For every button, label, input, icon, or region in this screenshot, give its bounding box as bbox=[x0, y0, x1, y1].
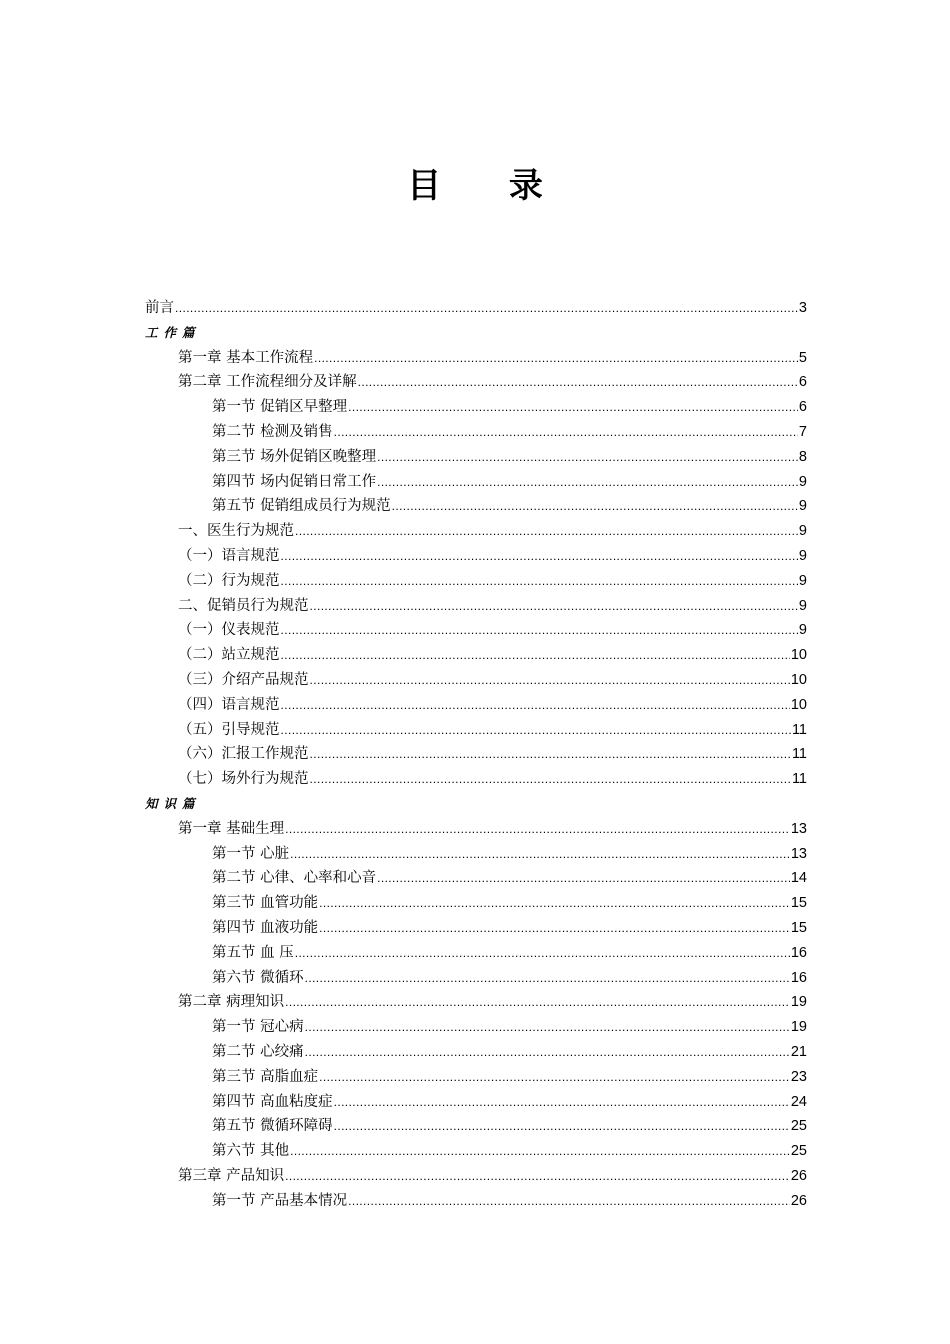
toc-dot-leader bbox=[348, 395, 798, 420]
toc-entry[interactable] bbox=[145, 395, 807, 420]
toc-entry[interactable] bbox=[145, 569, 807, 594]
toc-entry[interactable] bbox=[145, 618, 807, 643]
toc-page-number: 10 bbox=[790, 696, 807, 713]
toc-dot-leader bbox=[305, 1040, 790, 1065]
toc-entry[interactable] bbox=[145, 544, 807, 569]
toc-dot-leader bbox=[175, 296, 798, 321]
toc-entry[interactable] bbox=[145, 990, 807, 1015]
toc-entry[interactable] bbox=[145, 866, 807, 891]
toc-page-number: 11 bbox=[791, 771, 807, 788]
toc-page-number: 24 bbox=[790, 1093, 807, 1110]
toc-dot-leader bbox=[285, 990, 790, 1015]
toc-dot-leader bbox=[377, 866, 790, 891]
toc-page-number: 16 bbox=[790, 969, 807, 986]
toc-entry-title: （三）介绍产品规范 bbox=[178, 671, 309, 688]
toc-dot-leader bbox=[310, 594, 798, 619]
toc-page-number: 19 bbox=[790, 1019, 807, 1036]
toc-entry[interactable] bbox=[145, 1065, 807, 1090]
toc-entry-title: 知识篇 bbox=[145, 795, 201, 811]
toc-entry-title: 第六节 微循环 bbox=[212, 969, 304, 986]
toc-entry-title: （四）语言规范 bbox=[178, 696, 280, 713]
toc-entry[interactable] bbox=[145, 668, 807, 693]
toc-page-number: 11 bbox=[791, 746, 807, 763]
toc-dot-leader bbox=[377, 470, 798, 495]
toc-entry-title: 第四节 高血粘度症 bbox=[212, 1093, 333, 1110]
toc-page-number: 9 bbox=[798, 597, 807, 614]
toc-dot-leader bbox=[295, 519, 798, 544]
toc-page-number: 13 bbox=[790, 845, 807, 862]
toc-entry-title: （二）站立规范 bbox=[178, 647, 280, 664]
toc-entry[interactable] bbox=[145, 470, 807, 495]
toc-entry-title: 第六节 其他 bbox=[212, 1143, 290, 1160]
toc-page-number: 21 bbox=[790, 1043, 807, 1060]
toc-dot-leader bbox=[285, 817, 790, 842]
toc-entry[interactable] bbox=[145, 643, 807, 668]
toc-dot-leader bbox=[281, 544, 798, 569]
toc-entry-title: 第三节 场外促销区晚整理 bbox=[212, 448, 377, 465]
toc-entry[interactable] bbox=[145, 1164, 807, 1189]
toc-page-number: 26 bbox=[790, 1192, 807, 1209]
toc-dot-leader bbox=[285, 1164, 790, 1189]
toc-page-number: 19 bbox=[790, 994, 807, 1011]
toc-page-number: 10 bbox=[790, 647, 807, 664]
page-title: 目 录 bbox=[407, 166, 571, 206]
toc-entry[interactable] bbox=[145, 1189, 807, 1214]
toc-entry-title: 第三章 产品知识 bbox=[178, 1167, 285, 1184]
toc-entry-title: （一）语言规范 bbox=[178, 547, 280, 564]
toc-dot-leader bbox=[348, 1189, 790, 1214]
toc-entry-title: 第五节 微循环障碍 bbox=[212, 1118, 333, 1135]
toc-page-number: 9 bbox=[798, 523, 807, 540]
toc-page-number: 6 bbox=[798, 399, 807, 416]
toc-entry[interactable] bbox=[145, 296, 807, 321]
toc-entry-title: 第一节 冠心病 bbox=[212, 1019, 304, 1036]
toc-dot-leader bbox=[334, 1114, 790, 1139]
toc-entry[interactable] bbox=[145, 346, 807, 371]
toc-entry[interactable] bbox=[145, 494, 807, 519]
toc-entry[interactable] bbox=[145, 742, 807, 767]
toc-dot-leader bbox=[305, 966, 790, 991]
toc-dot-leader bbox=[319, 891, 790, 916]
toc-dot-leader bbox=[310, 742, 791, 767]
toc-entry[interactable] bbox=[145, 370, 807, 395]
toc-page-number: 8 bbox=[798, 448, 807, 465]
toc-page-number: 6 bbox=[798, 374, 807, 391]
toc-page-number: 7 bbox=[798, 423, 807, 440]
toc-dot-leader bbox=[358, 370, 798, 395]
toc-page-number: 11 bbox=[791, 721, 807, 738]
toc-page-number: 26 bbox=[790, 1167, 807, 1184]
toc-entry-title: 第三节 血管功能 bbox=[212, 895, 319, 912]
toc-dot-leader bbox=[314, 346, 798, 371]
toc-entry[interactable] bbox=[145, 693, 807, 718]
toc-page-number: 25 bbox=[790, 1143, 807, 1160]
toc-entry-title: （二）行为规范 bbox=[178, 572, 280, 589]
toc-dot-leader bbox=[281, 618, 798, 643]
toc-entry-title: （一）仪表规范 bbox=[178, 622, 280, 639]
toc-dot-leader bbox=[334, 420, 798, 445]
toc-entry[interactable] bbox=[145, 519, 807, 544]
toc-part-heading[interactable] bbox=[145, 792, 807, 817]
toc-dot-leader bbox=[310, 668, 790, 693]
toc-entry-title: 第一节 心脏 bbox=[212, 845, 290, 862]
toc-dot-leader bbox=[334, 1090, 790, 1115]
toc-entry-title: 第四节 场内促销日常工作 bbox=[212, 473, 377, 490]
toc-dot-leader bbox=[290, 842, 790, 867]
toc-entry-title: 第二章 工作流程细分及详解 bbox=[178, 374, 357, 391]
toc-entry[interactable] bbox=[145, 1139, 807, 1164]
toc-entry-title: 第二章 病理知识 bbox=[178, 994, 285, 1011]
toc-entry[interactable] bbox=[145, 718, 807, 743]
toc-page-number: 16 bbox=[790, 944, 807, 961]
toc-page-number: 9 bbox=[798, 473, 807, 490]
toc-entry-title: 一、医生行为规范 bbox=[178, 523, 294, 540]
toc-entry[interactable] bbox=[145, 767, 807, 792]
toc-dot-leader bbox=[281, 643, 790, 668]
toc-entry[interactable] bbox=[145, 1015, 807, 1040]
toc-entry-title: 二、促销员行为规范 bbox=[178, 597, 309, 614]
toc-entry[interactable] bbox=[145, 966, 807, 991]
toc-page-number: 15 bbox=[790, 895, 807, 912]
toc-entry-title: （五）引导规范 bbox=[178, 721, 280, 738]
toc-entry-title: 第四节 血液功能 bbox=[212, 919, 319, 936]
toc-entry[interactable] bbox=[145, 1114, 807, 1139]
toc-page-number: 23 bbox=[790, 1068, 807, 1085]
table-of-contents bbox=[145, 296, 807, 1213]
toc-page-number: 14 bbox=[790, 870, 807, 887]
toc-entry-title: （六）汇报工作规范 bbox=[178, 746, 309, 763]
toc-entry-title: 第一章 基本工作流程 bbox=[178, 349, 314, 366]
toc-dot-leader bbox=[281, 693, 790, 718]
toc-entry-title: （七）场外行为规范 bbox=[178, 771, 309, 788]
toc-page-number: 9 bbox=[798, 572, 807, 589]
toc-page-number: 5 bbox=[798, 349, 807, 366]
toc-entry[interactable] bbox=[145, 420, 807, 445]
toc-dot-leader bbox=[392, 494, 798, 519]
toc-dot-leader bbox=[319, 1065, 790, 1090]
toc-entry-title: 第五节 促销组成员行为规范 bbox=[212, 498, 391, 515]
toc-page-number: 15 bbox=[790, 919, 807, 936]
toc-entry[interactable] bbox=[145, 941, 807, 966]
toc-entry[interactable] bbox=[145, 1090, 807, 1115]
toc-dot-leader bbox=[290, 1139, 790, 1164]
toc-entry[interactable] bbox=[145, 1040, 807, 1065]
toc-entry-title: 第一节 促销区早整理 bbox=[212, 399, 348, 416]
toc-page-number: 25 bbox=[790, 1118, 807, 1135]
toc-entry-title: 第一节 产品基本情况 bbox=[212, 1192, 348, 1209]
toc-entry-title: 第二节 心律、心率和心音 bbox=[212, 870, 377, 887]
toc-entry[interactable] bbox=[145, 842, 807, 867]
toc-part-heading[interactable] bbox=[145, 321, 807, 346]
toc-entry-title: 第二节 检测及销售 bbox=[212, 423, 333, 440]
toc-entry-title: 第一章 基础生理 bbox=[178, 820, 285, 837]
toc-entry-title: 工作篇 bbox=[145, 324, 201, 340]
toc-page-number: 9 bbox=[798, 622, 807, 639]
toc-page-number: 3 bbox=[798, 300, 807, 316]
toc-dot-leader bbox=[295, 941, 790, 966]
toc-dot-leader bbox=[319, 916, 790, 941]
toc-entry-title: 第三节 高脂血症 bbox=[212, 1068, 319, 1085]
toc-page-number: 9 bbox=[798, 547, 807, 564]
toc-entry-title: 第二节 心绞痛 bbox=[212, 1043, 304, 1060]
toc-dot-leader bbox=[281, 718, 791, 743]
toc-entry[interactable] bbox=[145, 445, 807, 470]
toc-page-number: 13 bbox=[790, 820, 807, 837]
toc-entry-title: 第五节 血 压 bbox=[212, 944, 294, 961]
toc-page-number: 9 bbox=[798, 498, 807, 515]
toc-dot-leader bbox=[310, 767, 791, 792]
toc-dot-leader bbox=[305, 1015, 790, 1040]
toc-page-number: 10 bbox=[790, 671, 807, 688]
toc-dot-leader bbox=[377, 445, 798, 470]
toc-entry-title: 前言 bbox=[145, 300, 174, 316]
toc-entry[interactable] bbox=[145, 891, 807, 916]
toc-entry[interactable] bbox=[145, 916, 807, 941]
toc-entry[interactable] bbox=[145, 817, 807, 842]
toc-entry[interactable] bbox=[145, 594, 807, 619]
toc-dot-leader bbox=[281, 569, 798, 594]
